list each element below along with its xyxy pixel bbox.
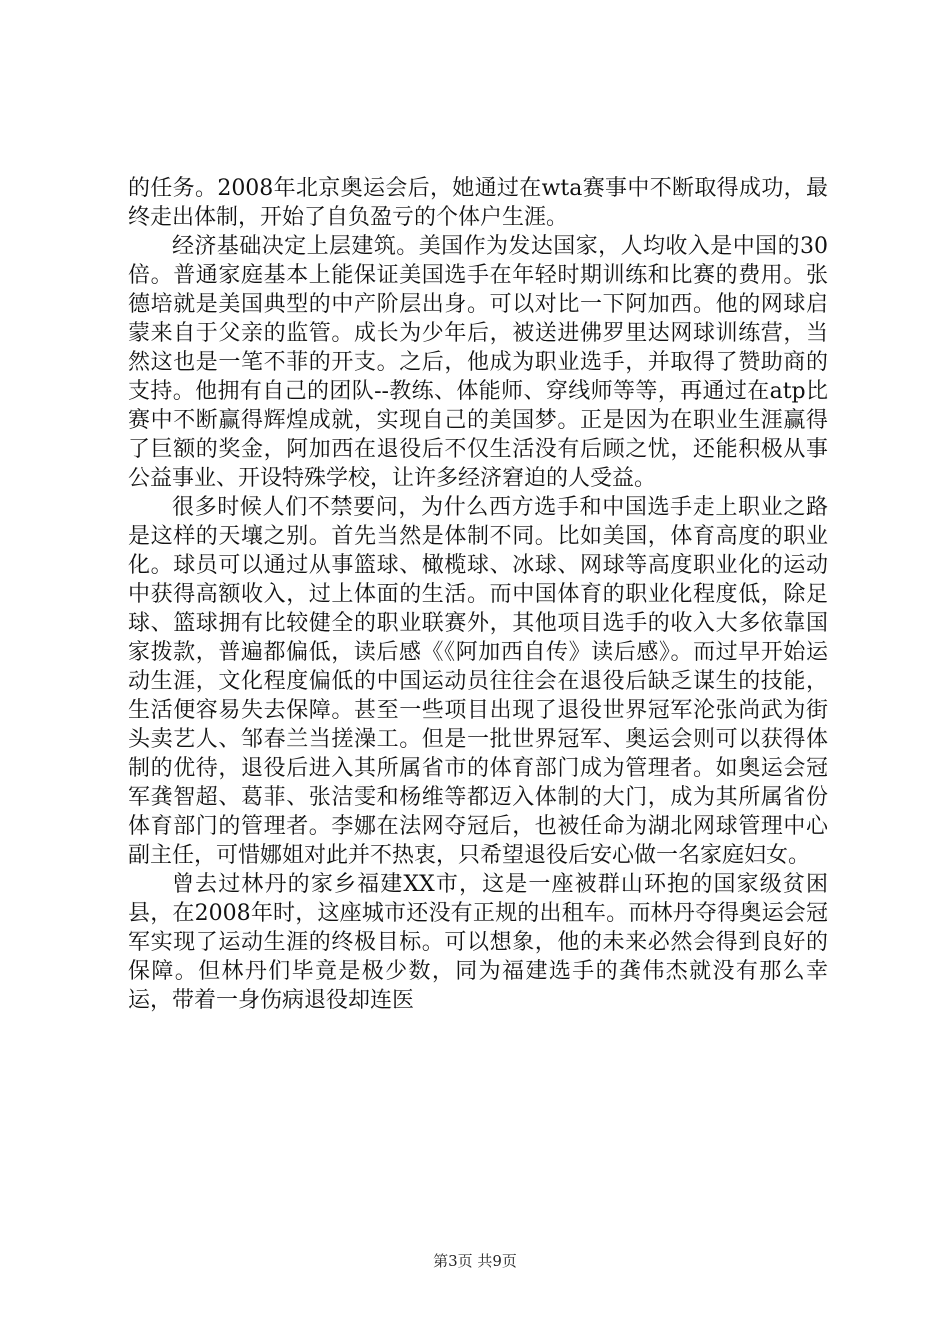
paragraph-continuation: 的任务。2008年北京奥运会后，她通过在wta赛事中不断取得成功，最终走出体制，开始了自负盈亏的个体户生涯。 <box>128 176 828 230</box>
paragraph-economic-basis: 经济基础决定上层建筑。美国作为发达国家，人均收入是中国的30倍。普通家庭基本上能保证美国选手在年轻时期训练和比赛的费用。张德培就是美国典型的中产阶层出身。可以对比一下阿加西。他的网球启蒙来自于父亲的监管。成长为少年后，被送进佛罗里达网球训练营，当然这也是一笔不菲的开支。之后，他成为职业选手，并取得了赞助商的支持。他拥有自己的团队--教练、体能师、穿线师等等，再通过在atp比赛中不断赢得辉煌成就，实现自己的美国梦。正是因为在职业生涯赢得了巨额的奖金，阿加西在退役后不仅生活没有后顾之忧，还能积极从事公益事业、开设特殊学校，让许多经济窘迫的人受益。 <box>128 234 828 491</box>
document-body <box>128 174 828 1015</box>
page-footer: 第3页 共9页 <box>433 1252 517 1270</box>
paragraph-lin-dan-hometown: 曾去过林丹的家乡福建XX市，这是一座被群山环抱的国家级贫困县，在2008年时，这座城市还没有正规的出租车。而林丹夺得奥运会冠军实现了运动生涯的终极目标。可以想象，他的未来必然会得到良好的保障。但林丹们毕竟是极少数，同为福建选手的龚伟杰就没有那么幸运，带着一身伤病退役却连医 <box>128 872 828 1013</box>
paragraph-system-difference: 很多时候人们不禁要问，为什么西方选手和中国选手走上职业之路是这样的天壤之别。首先当然是体制不同。比如美国，体育高度的职业化。球员可以通过从事篮球、橄榄球、冰球、网球等高度职业化的运动中获得高额收入，过上体面的生活。而中国体育的职业化程度低，除足球、篮球拥有比较健全的职业联赛外，其他项目选手的收入大多依靠国家拨款，普遍都偏低，读后感《《阿加西自传》读后感》。而过早开始运动生涯，文化程度偏低的中国运动员往往会在退役后缺乏谋生的技能，生活便容易失去保障。甚至一些项目出现了退役世界冠军沦张尚武为街头卖艺人、邹春兰当搓澡工。但是一批世界冠军、奥运会则可以获得体制的优待，退役后进入其所属省市的体育部门成为管理者。如奥运会冠军龚智超、葛菲、张洁雯和杨维等都迈入体制的大门，成为其所属省份体育部门的管理者。李娜在法网夺冠后，也被任命为湖北网球管理中心副主任，可惜娜姐对此并不热衷，只希望退役后安心做一名家庭妇女。 <box>128 495 828 868</box>
